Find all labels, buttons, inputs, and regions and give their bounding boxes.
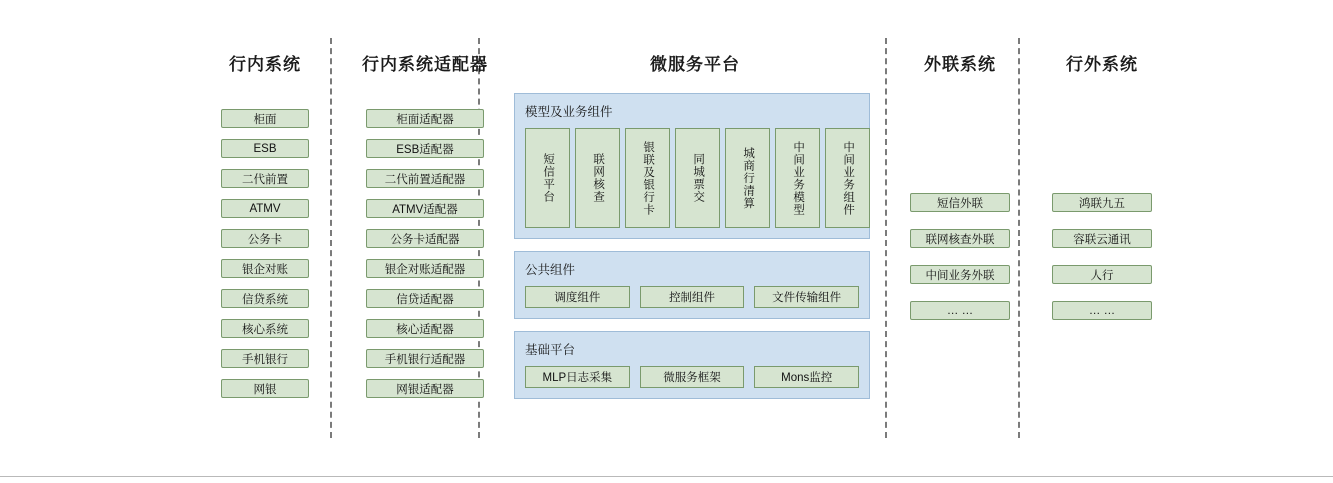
column-adapters — [345, 0, 505, 409]
out-bank-item[interactable]: 容联云通讯 — [1052, 229, 1152, 248]
adapter-item[interactable]: 手机银行适配器 — [366, 349, 484, 368]
public-component-row — [525, 286, 859, 308]
adapter-item[interactable]: 信贷适配器 — [366, 289, 484, 308]
column-microservice-platform — [505, 0, 885, 75]
public-component[interactable]: 调度组件 — [525, 286, 630, 308]
public-component[interactable]: 控制组件 — [640, 286, 745, 308]
out-bank-item[interactable]: 人行 — [1052, 265, 1152, 284]
column-external-link-systems — [890, 0, 1030, 331]
adapter-item-list — [345, 109, 505, 398]
bottom-divider — [0, 476, 1333, 477]
model-component[interactable]: 中间业务模型 — [775, 128, 820, 228]
base-platform-component[interactable]: MLP日志采集 — [525, 366, 630, 388]
external-link-item[interactable]: 中间业务外联 — [910, 265, 1010, 284]
out-bank-item[interactable]: 鸿联九五 — [1052, 193, 1152, 212]
external-link-item[interactable]: … … — [910, 301, 1010, 320]
column-in-bank-systems — [200, 0, 330, 409]
column-out-bank-systems — [1022, 0, 1182, 331]
adapter-item[interactable]: 柜面适配器 — [366, 109, 484, 128]
column-title-out-bank: 行外系统 — [1066, 55, 1138, 74]
model-component[interactable]: 城商行清算 — [725, 128, 770, 228]
adapter-item[interactable]: ESB适配器 — [366, 139, 484, 158]
adapter-item[interactable]: 二代前置适配器 — [366, 169, 484, 188]
panel-base-platform — [514, 331, 870, 399]
panel-public-components — [514, 251, 870, 319]
model-component[interactable]: 短信平台 — [525, 128, 570, 228]
public-component[interactable]: 文件传输组件 — [754, 286, 859, 308]
column-title-in-bank: 行内系统 — [229, 55, 301, 74]
in-bank-item[interactable]: 公务卡 — [221, 229, 309, 248]
adapter-item[interactable]: 公务卡适配器 — [366, 229, 484, 248]
microservice-panels — [514, 93, 870, 411]
in-bank-item[interactable]: 二代前置 — [221, 169, 309, 188]
column-title-external-link: 外联系统 — [924, 55, 996, 74]
in-bank-item[interactable]: 核心系统 — [221, 319, 309, 338]
in-bank-item[interactable]: 柜面 — [221, 109, 309, 128]
out-bank-item-list — [1022, 193, 1182, 320]
divider-1 — [330, 38, 332, 438]
base-platform-row — [525, 366, 859, 388]
column-title-microservice: 微服务平台 — [650, 55, 740, 74]
in-bank-item[interactable]: 银企对账 — [221, 259, 309, 278]
panel-title: 公共组件 — [525, 263, 576, 277]
model-component[interactable]: 同城票交 — [675, 128, 720, 228]
in-bank-item[interactable]: 信贷系统 — [221, 289, 309, 308]
adapter-item[interactable]: ATMV适配器 — [366, 199, 484, 218]
in-bank-item-list — [200, 109, 330, 398]
model-component[interactable]: 银联及银行卡 — [625, 128, 670, 228]
divider-3 — [885, 38, 887, 438]
adapter-item[interactable]: 网银适配器 — [366, 379, 484, 398]
base-platform-component[interactable]: Mons监控 — [754, 366, 859, 388]
external-link-item[interactable]: 联网核查外联 — [910, 229, 1010, 248]
in-bank-item[interactable]: 手机银行 — [221, 349, 309, 368]
adapter-item[interactable]: 核心适配器 — [366, 319, 484, 338]
panel-model-business-components — [514, 93, 870, 239]
out-bank-item[interactable]: … … — [1052, 301, 1152, 320]
model-component[interactable]: 中间业务组件 — [825, 128, 870, 228]
model-component[interactable]: 联网核查 — [575, 128, 620, 228]
base-platform-component[interactable]: 微服务框架 — [640, 366, 745, 388]
panel-title: 基础平台 — [525, 343, 576, 357]
in-bank-item[interactable]: 网银 — [221, 379, 309, 398]
external-link-item-list — [890, 193, 1030, 320]
in-bank-item[interactable]: ESB — [221, 139, 309, 158]
panel-title: 模型及业务组件 — [525, 105, 613, 119]
external-link-item[interactable]: 短信外联 — [910, 193, 1010, 212]
in-bank-item[interactable]: ATMV — [221, 199, 309, 218]
column-title-adapters: 行内系统适配器 — [362, 55, 488, 74]
model-component-row — [525, 128, 859, 228]
adapter-item[interactable]: 银企对账适配器 — [366, 259, 484, 278]
